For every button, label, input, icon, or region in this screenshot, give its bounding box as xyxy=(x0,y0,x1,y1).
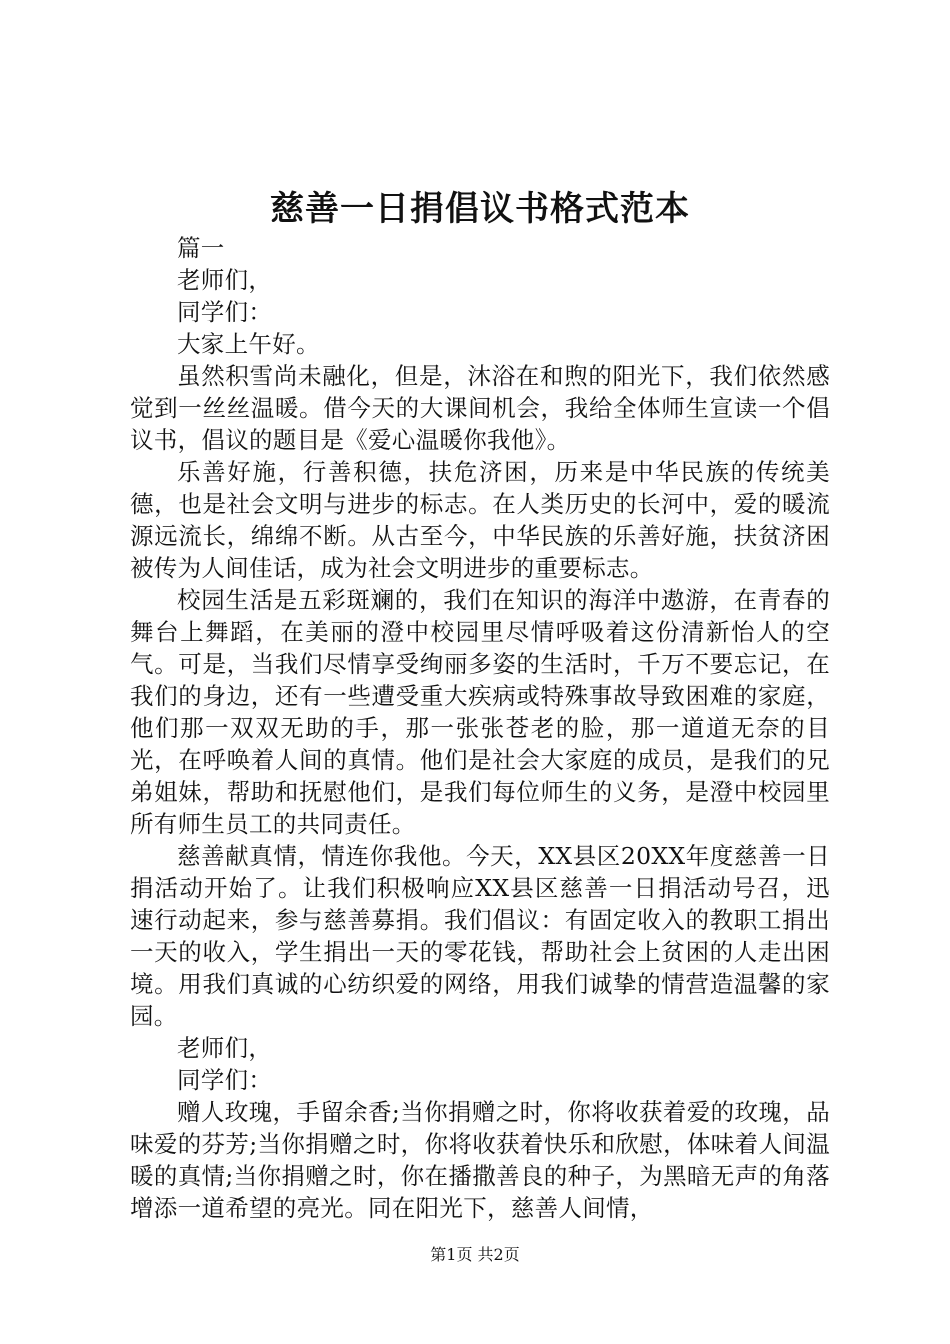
document-body xyxy=(130,232,830,1224)
paragraph-greeting: 大家上午好。 xyxy=(177,330,320,358)
paragraph-salutation-students-2: 同学们： xyxy=(177,1066,273,1094)
paragraph-section-label: 篇一 xyxy=(177,234,225,262)
paragraph-salutation-students: 同学们： xyxy=(177,298,273,326)
paragraph-roses: 赠人玫瑰，手留余香;当你捐赠之时，你将收获着爱的玫瑰，品味爱的芬芳;当你捐赠之时，你将收获着快乐和欣慰，体味着人间温暖的真情;当你捐赠之时，你在播撒善良的种子，为黑暗无声的角落增添一道希望的亮光。同在阳光下，慈善人间情， xyxy=(130,1098,830,1222)
paragraph-salutation-teachers-2: 老师们， xyxy=(177,1034,273,1062)
paragraph-campus-life: 校园生活是五彩斑斓的，我们在知识的海洋中遨游，在青春的舞台上舞蹈，在美丽的澄中校园里尽情呼吸着这份清新怡人的空气。可是，当我们尽情享受绚丽多姿的生活时，千万不要忘记，在我们的身边，还有一些遭受重大疾病或特殊事故导致困难的家庭，他们那一双双无助的手，那一张张苍老的脸，那一道道无奈的目光，在呼唤着人间的真情。他们是社会大家庭的成员，是我们的兄弟姐妹，帮助和抚慰他们，是我们每位师生的义务，是澄中校园里所有师生员工的共同责任。 xyxy=(130,586,830,838)
document-title: 慈善一日捐倡议书格式范本 xyxy=(270,189,690,229)
paragraph-tradition: 乐善好施，行善积德，扶危济困，历来是中华民族的传统美德，也是社会文明与进步的标志。在人类历史的长河中，爱的暖流源远流长，绵绵不断。从古至今，中华民族的乐善好施，扶贫济困被传为人间佳话，成为社会文明进步的重要标志。 xyxy=(130,458,830,582)
paragraph-salutation-teachers: 老师们， xyxy=(177,266,273,294)
paragraph-proposal: 慈善献真情，情连你我他。今天，XX县区20XX年度慈善一日捐活动开始了。让我们积极响应XX县区慈善一日捐活动号召，迅速行动起来，参与慈善募捐。我们倡议：有固定收入的教职工捐出一天的收入，学生捐出一天的零花钱，帮助社会上贫困的人走出困境。用我们真诚的心纺织爱的网络，用我们诚挚的情营造温馨的家园。 xyxy=(130,842,830,1030)
paragraph-intro: 虽然积雪尚未融化，但是，沐浴在和煦的阳光下，我们依然感觉到一丝丝温暖。借今天的大课间机会，我给全体师生宣读一个倡议书，倡议的题目是《爱心温暖你我他》。 xyxy=(130,362,830,454)
page-number-footer: 第1页 共2页 xyxy=(430,1245,520,1264)
